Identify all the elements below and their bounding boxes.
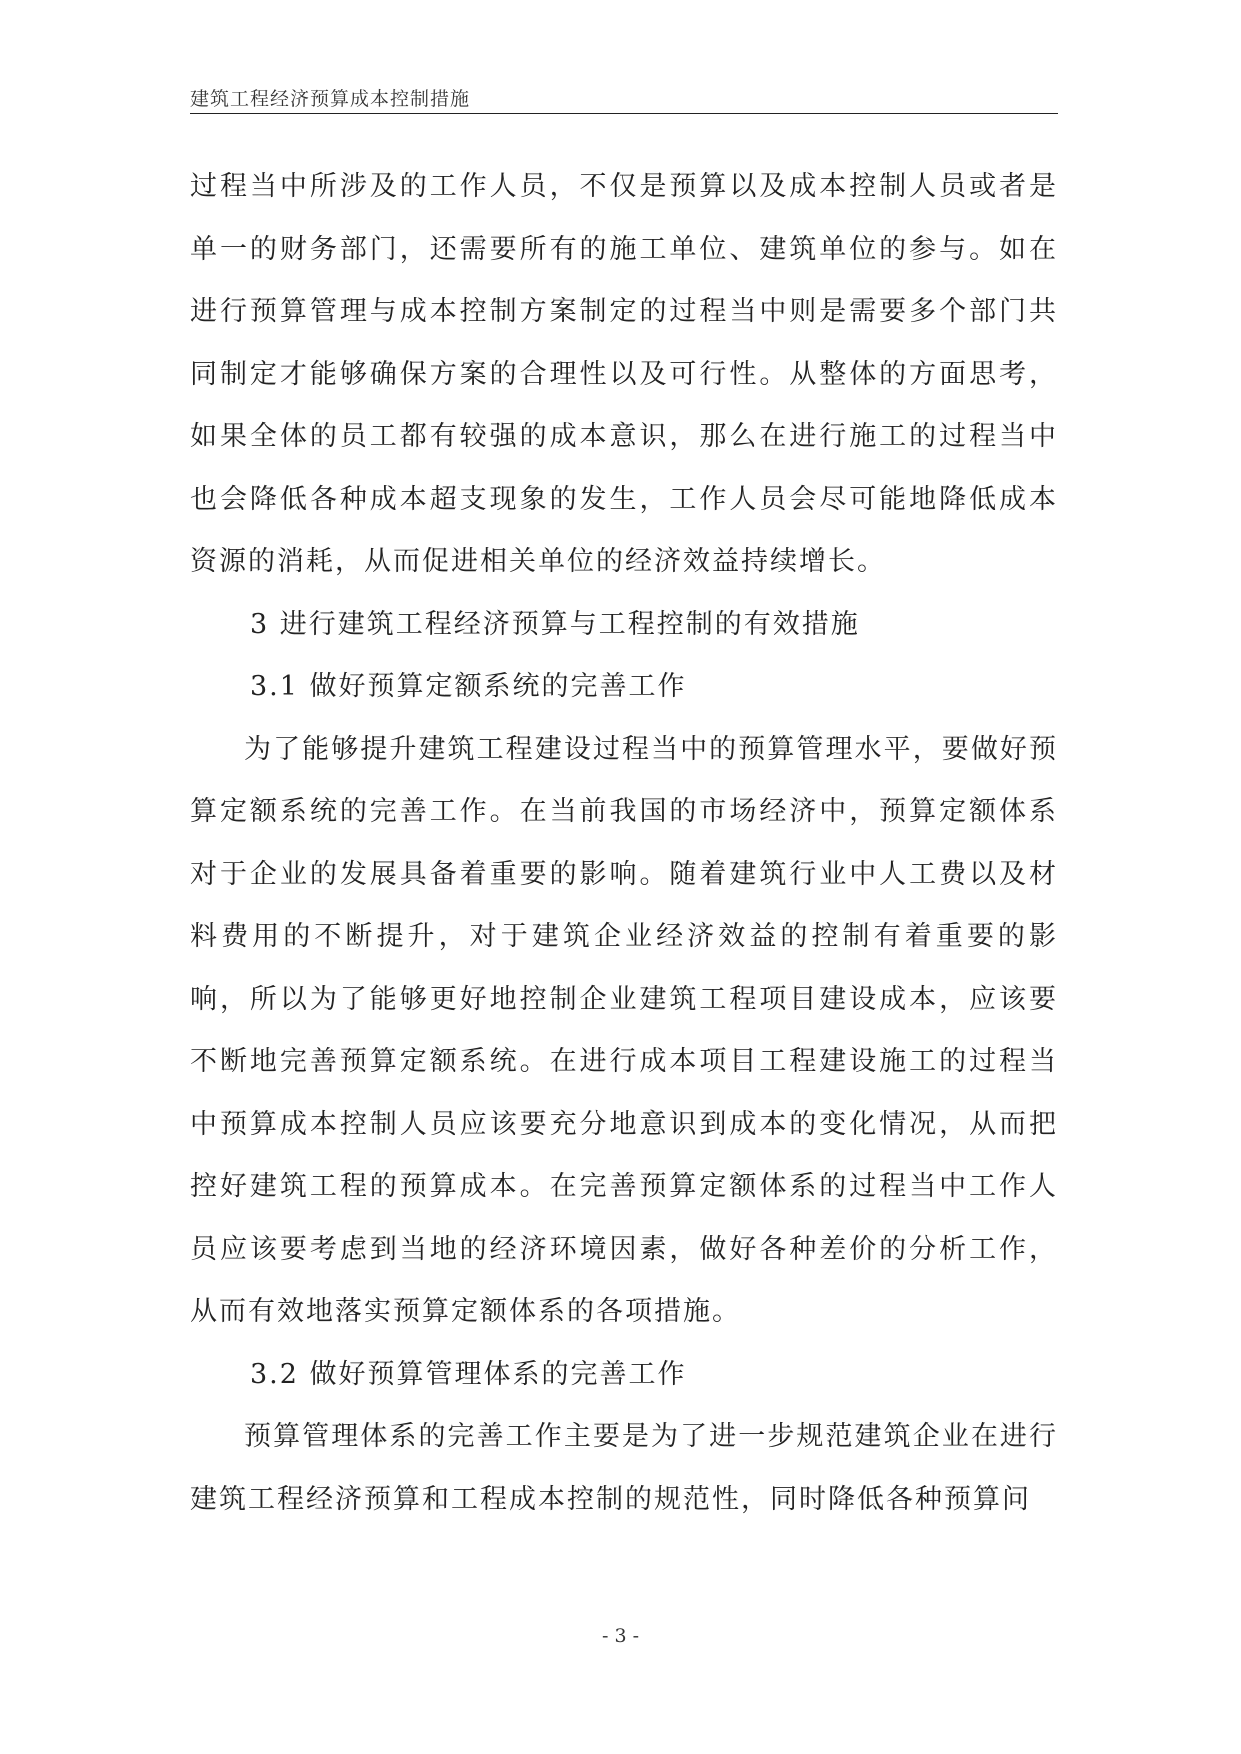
paragraph-3-2: 预算管理体系的完善工作主要是为了进一步规范建筑企业在进行建筑工程经济预算和工程成本控制的规范性，同时降低各种预算问 xyxy=(190,1421,1058,1515)
subsection-heading-3-1: 3.1 做好预算定额系统的完善工作 xyxy=(250,671,687,702)
paragraph-3-1: 为了能够提升建筑工程建设过程当中的预算管理水平，要做好预算定额系统的完善工作。在当前我国的市场经济中，预算定额体系对于企业的发展具备着重要的影响。随着建筑行业中人工费以及材料费用的不断提升，对于建筑企业经济效益的控制有着重要的影响，所以为了能够更好地控制企业建筑工程项目建设成本，应该要不断地完善预算定额系统。在进行成本项目工程建设施工的过程当中预算成本控制人员应该要充分地意识到成本的变化情况，从而把控好建筑工程的预算成本。在完善预算定额体系的过程当中工作人员应该要考虑到当地的经济环境因素，做好各种差价的分析工作，从而有效地落实预算定额体系的各项措施。 xyxy=(190,733,1058,1327)
header-divider xyxy=(190,113,1058,114)
page-number: - 3 - xyxy=(601,1625,639,1647)
running-header: 建筑工程经济预算成本控制措施 xyxy=(190,88,471,110)
body-text xyxy=(190,156,1058,1531)
section-heading-3: 3 进行建筑工程经济预算与工程控制的有效措施 xyxy=(250,608,860,640)
subsection-heading-3-2: 3.2 做好预算管理体系的完善工作 xyxy=(250,1358,687,1390)
paragraph-continuation: 过程当中所涉及的工作人员，不仅是预算以及成本控制人员或者是单一的财务部门，还需要所有的施工单位、建筑单位的参与。如在进行预算管理与成本控制方案制定的过程当中则是需要多个部门共同制定才能够确保方案的合理性以及可行性。从整体的方面思考，如果全体的员工都有较强的成本意识，那么在进行施工的过程当中也会降低各种成本超支现象的发生，工作人员会尽可能地降低成本资源的消耗，从而促进相关单位的经济效益持续增长。 xyxy=(190,171,1058,577)
